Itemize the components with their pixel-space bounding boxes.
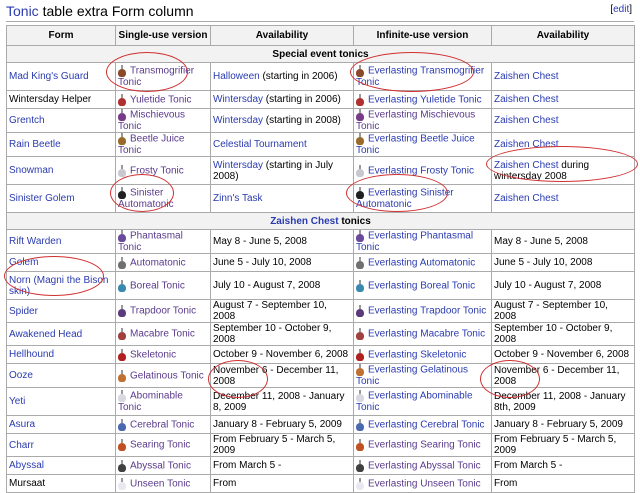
single-use-cell: [116, 91, 211, 109]
table-row: [7, 416, 635, 434]
single-use-cell: [116, 63, 211, 91]
single-use-cell: [116, 109, 211, 133]
availability-link[interactable]: Wintersday: [213, 94, 264, 105]
edit-bracket-open: [: [610, 4, 614, 15]
tonic-bottle-icon: [118, 109, 126, 121]
form-cell: [7, 434, 116, 457]
single-use-cell: [116, 416, 211, 434]
infinite-use-cell: [354, 133, 492, 157]
availability-dates: January 8 - February 5, 2009: [213, 419, 342, 430]
single-use-cell: [116, 133, 211, 157]
form-cell: [7, 157, 116, 185]
tonic-bottle-icon: [356, 305, 364, 317]
form-name[interactable]: Grentch: [9, 115, 45, 126]
form-cell: [7, 230, 116, 254]
availability-2-cell: [492, 185, 635, 213]
form-cell: [7, 323, 116, 346]
zaishen-chest-link[interactable]: Zaishen Chest: [494, 193, 559, 204]
single-use-cell: [116, 388, 211, 416]
section-title: [7, 46, 635, 63]
table-row: [7, 323, 635, 346]
table-row: [7, 300, 635, 323]
infinite-use-cell: [354, 109, 492, 133]
form-name[interactable]: Asura: [9, 419, 36, 430]
infinite-use-tonic-link[interactable]: Everlasting Macabre Tonic: [368, 328, 486, 340]
infinite-use-tonic-link[interactable]: Everlasting Yuletide Tonic: [368, 94, 482, 106]
tonic-title-link[interactable]: Tonic: [6, 3, 39, 19]
single-use-tonic-link[interactable]: Beetle Juice Tonic: [118, 133, 185, 156]
form-name: Mursaat: [9, 478, 46, 489]
table-row: [7, 157, 635, 185]
tonic-bottle-icon: [356, 364, 364, 376]
availability-cell: [211, 133, 354, 157]
availability-cell: [211, 185, 354, 213]
single-use-cell: [116, 230, 211, 254]
form-cell: [7, 300, 116, 323]
table-row: [7, 457, 635, 475]
single-use-tonic-link[interactable]: Automatonic: [130, 257, 186, 269]
form-cell: [7, 416, 116, 434]
single-use-cell: [116, 272, 211, 300]
availability-2-text: November 6 - December 11, 2008: [494, 364, 620, 387]
form-cell: [7, 475, 116, 493]
infinite-use-cell: [354, 272, 492, 300]
single-use-cell: [116, 475, 211, 493]
column-header-row: [7, 26, 635, 46]
infinite-use-cell: [354, 63, 492, 91]
availability-link[interactable]: Halloween: [213, 71, 260, 82]
availability-2-cell: [492, 434, 635, 457]
infinite-use-cell: [354, 323, 492, 346]
availability-2-cell: [492, 254, 635, 272]
single-use-cell: [116, 185, 211, 213]
single-use-tonic-link[interactable]: Boreal Tonic: [130, 280, 185, 292]
availability-2-cell: [492, 91, 635, 109]
availability-dates: From: [213, 478, 237, 489]
availability-2-cell: [492, 457, 635, 475]
infinite-use-tonic-link[interactable]: Everlasting Unseen Tonic: [368, 478, 481, 490]
availability-2-cell: [492, 416, 635, 434]
infinite-use-tonic-link[interactable]: Everlasting Sinister Automatonic: [356, 187, 454, 210]
edit-link-wrapper: [610, 4, 632, 15]
form-cell: [7, 109, 116, 133]
availability-2-text: September 10 - October 9, 2008: [494, 323, 613, 345]
infinite-use-tonic-link[interactable]: Everlasting Skeletonic: [368, 349, 467, 361]
form-cell: [7, 133, 116, 157]
tonic-bottle-icon: [356, 478, 364, 490]
single-use-tonic-link[interactable]: Abominable Tonic: [118, 390, 183, 413]
tonic-bottle-icon: [118, 328, 126, 340]
single-use-tonic-link[interactable]: Sinister Automatonic: [118, 187, 174, 210]
availability-cell: [211, 346, 354, 364]
form-cell: [7, 346, 116, 364]
single-use-tonic-link[interactable]: Skeletonic: [130, 349, 177, 361]
availability-cell: [211, 475, 354, 493]
tonic-bottle-icon: [118, 439, 126, 451]
availability-link[interactable]: Celestial Tournament: [213, 139, 307, 150]
availability-2-cell: [492, 230, 635, 254]
table-row: [7, 364, 635, 388]
form-name[interactable]: Charr: [9, 439, 35, 451]
infinite-use-cell: [354, 185, 492, 213]
availability-cell: [211, 157, 354, 185]
single-use-tonic-link[interactable]: Yuletide Tonic: [130, 94, 192, 106]
tonic-bottle-icon: [118, 419, 126, 431]
table-row: [7, 475, 635, 493]
tonic-bottle-icon: [356, 165, 364, 177]
tonic-bottle-icon: [118, 390, 126, 402]
single-use-cell: [116, 364, 211, 388]
availability-cell: [211, 91, 354, 109]
tonic-bottle-icon: [118, 94, 126, 106]
availability-dates: June 5 - July 10, 2008: [213, 257, 312, 268]
tonic-bottle-icon: [118, 257, 126, 269]
tonic-bottle-icon: [356, 257, 364, 269]
availability-2-text: From March 5 -: [494, 460, 563, 471]
tonic-bottle-icon: [118, 133, 126, 145]
availability-2-cell: [492, 364, 635, 388]
infinite-use-tonic-link[interactable]: Everlasting Trapdoor Tonic: [368, 305, 487, 317]
availability-2-text: From: [494, 478, 518, 489]
availability-dates: August 7 - September 10, 2008: [213, 300, 327, 322]
availability-2-text: during wintersday 2008: [494, 159, 590, 182]
tonic-bottle-icon: [356, 390, 364, 402]
infinite-use-cell: [354, 157, 492, 185]
availability-2-cell: [492, 323, 635, 346]
availability-text: (starting in 2006): [263, 94, 341, 105]
availability-2-cell: [492, 346, 635, 364]
zaishen-chest-link[interactable]: Zaishen Chest: [494, 94, 559, 105]
single-use-cell: [116, 346, 211, 364]
col-availability-2: Availability: [492, 26, 635, 46]
infinite-use-cell: [354, 346, 492, 364]
form-cell: [7, 254, 116, 272]
availability-2-cell: [492, 388, 635, 416]
availability-cell: [211, 388, 354, 416]
tonic-bottle-icon: [356, 65, 364, 77]
availability-text: (starting in 2008): [263, 115, 341, 126]
availability-cell: [211, 272, 354, 300]
single-use-cell: [116, 157, 211, 185]
tonic-bottle-icon: [356, 133, 364, 145]
single-use-tonic-link[interactable]: Trapdoor Tonic: [130, 305, 197, 317]
availability-dates: September 10 - October 9, 2008: [213, 323, 332, 345]
form-name[interactable]: Norn (Magni the Bison skin): [9, 274, 109, 297]
table-row: [7, 133, 635, 157]
availability-link[interactable]: Wintersday: [213, 159, 264, 171]
col-form: Form: [7, 26, 116, 46]
availability-2-cell: [492, 133, 635, 157]
tonic-bottle-icon: [356, 328, 364, 340]
infinite-use-tonic-link[interactable]: Everlasting Automatonic: [368, 257, 476, 269]
infinite-use-tonic-link[interactable]: Everlasting Boreal Tonic: [368, 280, 476, 292]
single-use-tonic-link[interactable]: Cerebral Tonic: [130, 419, 195, 431]
form-name[interactable]: Abyssal: [9, 460, 45, 471]
table-row: [7, 230, 635, 254]
single-use-tonic-link[interactable]: Unseen Tonic: [130, 478, 191, 490]
availability-cell: [211, 457, 354, 475]
infinite-use-tonic-link[interactable]: Everlasting Beetle Juice Tonic: [356, 133, 475, 156]
availability-cell: [211, 434, 354, 457]
col-availability: Availability: [211, 26, 354, 46]
infinite-use-cell: [354, 91, 492, 109]
single-use-tonic-link[interactable]: Gelatinous Tonic: [130, 370, 204, 382]
infinite-use-tonic-link[interactable]: Everlasting Abyssal Tonic: [368, 460, 481, 472]
form-cell: [7, 185, 116, 213]
table-row: [7, 63, 635, 91]
section-title-link[interactable]: Zaishen Chest: [270, 215, 339, 227]
availability-2-text: From February 5 - March 5, 2009: [494, 434, 617, 456]
tonic-bottle-icon: [118, 349, 126, 361]
form-name[interactable]: Golem: [9, 257, 39, 268]
section-header: [6, 2, 634, 22]
tonic-bottle-icon: [356, 460, 364, 472]
form-name[interactable]: Snowman: [9, 165, 54, 176]
table-row: [7, 434, 635, 457]
form-name[interactable]: Mad King's Guard: [9, 71, 89, 82]
tonic-bottle-icon: [356, 439, 364, 451]
header-rule: [6, 21, 634, 22]
table-row: [7, 185, 635, 213]
availability-cell: [211, 254, 354, 272]
zaishen-chest-link[interactable]: Zaishen Chest: [494, 115, 559, 126]
form-cell: [7, 457, 116, 475]
title-text: table extra Form column: [38, 3, 194, 19]
tonic-bottle-icon: [356, 230, 364, 242]
availability-2-text: June 5 - July 10, 2008: [494, 257, 593, 268]
availability-cell: [211, 416, 354, 434]
zaishen-chest-link[interactable]: Zaishen Chest: [494, 71, 559, 82]
form-name[interactable]: Awakened Head: [9, 328, 83, 340]
single-use-tonic-link[interactable]: Searing Tonic: [130, 439, 191, 451]
page-title: [6, 3, 194, 19]
single-use-cell: [116, 434, 211, 457]
tonic-bottle-icon: [118, 280, 126, 292]
table-row: [7, 109, 635, 133]
availability-2-cell: [492, 157, 635, 185]
single-use-cell: [116, 323, 211, 346]
section-title-text: Special event tonics: [272, 48, 369, 60]
form-name[interactable]: Sinister Golem: [9, 193, 75, 204]
infinite-use-cell: [354, 364, 492, 388]
tonic-bottle-icon: [356, 349, 364, 361]
availability-dates: December 11, 2008 - January 8, 2009: [213, 390, 345, 413]
infinite-use-tonic-link[interactable]: Everlasting Frosty Tonic: [368, 165, 474, 177]
availability-2-text: October 9 - November 6, 2008: [494, 349, 630, 360]
form-name[interactable]: Hellhound: [9, 349, 55, 360]
availability-2-cell: [492, 63, 635, 91]
availability-cell: [211, 63, 354, 91]
infinite-use-cell: [354, 300, 492, 323]
tonic-bottle-icon: [356, 419, 364, 431]
infinite-use-cell: [354, 457, 492, 475]
section-title: [7, 213, 635, 230]
form-name[interactable]: Ooze: [9, 370, 33, 381]
table-row: [7, 91, 635, 109]
form-name[interactable]: Yeti: [9, 396, 26, 407]
col-single-use: Single-use version: [116, 26, 211, 46]
availability-2-cell: [492, 475, 635, 493]
tonic-bottle-icon: [356, 280, 364, 292]
availability-dates: From March 5 -: [213, 460, 282, 471]
form-name[interactable]: Rain Beetle: [9, 139, 61, 150]
single-use-tonic-link[interactable]: Frosty Tonic: [130, 165, 184, 177]
availability-cell: [211, 230, 354, 254]
form-cell: [7, 272, 116, 300]
single-use-tonic-link[interactable]: Mischievous Tonic: [118, 109, 186, 132]
availability-dates: November 6 - December 11, 2008: [213, 364, 339, 387]
section-row: [7, 46, 635, 63]
tonic-table: [6, 25, 635, 493]
availability-2-text: July 10 - August 7, 2008: [494, 280, 602, 291]
infinite-use-tonic-link[interactable]: Everlasting Gelatinous Tonic: [356, 364, 469, 387]
availability-2-cell: [492, 272, 635, 300]
availability-dates: From February 5 - March 5, 2009: [213, 434, 336, 456]
single-use-tonic-link[interactable]: Transmogrifier Tonic: [118, 65, 195, 88]
table-row: [7, 346, 635, 364]
infinite-use-tonic-link[interactable]: Everlasting Transmogrifier Tonic: [356, 65, 485, 88]
form-cell: [7, 63, 116, 91]
availability-cell: [211, 300, 354, 323]
tonic-bottle-icon: [356, 109, 364, 121]
col-infinite-use: Infinite-use version: [354, 26, 492, 46]
single-use-cell: [116, 254, 211, 272]
infinite-use-tonic-link[interactable]: Everlasting Abominable Tonic: [356, 390, 473, 413]
infinite-use-cell: [354, 230, 492, 254]
availability-text: (starting in 2006): [259, 71, 338, 82]
edit-bracket-close: ]: [629, 4, 632, 15]
availability-dates: October 9 - November 6, 2008: [213, 349, 349, 360]
infinite-use-tonic-link[interactable]: Everlasting Cerebral Tonic: [368, 419, 485, 431]
availability-2-cell: [492, 300, 635, 323]
availability-link[interactable]: Zinn's Task: [213, 193, 263, 204]
tonic-bottle-icon: [118, 187, 126, 199]
availability-2-text: May 8 - June 5, 2008: [494, 236, 588, 247]
zaishen-chest-link[interactable]: Zaishen Chest: [494, 159, 559, 171]
tonic-bottle-icon: [118, 230, 126, 242]
infinite-use-cell: [354, 254, 492, 272]
tonic-bottle-icon: [118, 65, 126, 77]
form-name[interactable]: Rift Warden: [9, 236, 62, 247]
availability-cell: [211, 323, 354, 346]
tonic-bottle-icon: [118, 305, 126, 317]
edit-link[interactable]: edit: [613, 4, 630, 15]
table-row: [7, 388, 635, 416]
infinite-use-cell: [354, 475, 492, 493]
single-use-tonic-link[interactable]: Phantasmal Tonic: [118, 230, 183, 253]
form-cell: [7, 388, 116, 416]
availability-2-cell: [492, 109, 635, 133]
form-name[interactable]: Spider: [9, 305, 38, 317]
availability-link[interactable]: Wintersday: [213, 115, 264, 126]
tonic-bottle-icon: [356, 94, 364, 106]
single-use-cell: [116, 300, 211, 323]
single-use-tonic-link[interactable]: Abyssal Tonic: [130, 460, 191, 472]
infinite-use-tonic-link[interactable]: Everlasting Phantasmal Tonic: [356, 230, 474, 253]
tonic-bottle-icon: [118, 165, 126, 177]
availability-text: (starting in July 2008): [213, 159, 334, 182]
availability-cell: [211, 364, 354, 388]
section-row: [7, 213, 635, 230]
tonic-bottle-icon: [118, 478, 126, 490]
infinite-use-tonic-link[interactable]: Everlasting Searing Tonic: [368, 439, 481, 451]
availability-dates: July 10 - August 7, 2008: [213, 280, 321, 291]
availability-2-text: January 8 - February 5, 2009: [494, 419, 623, 430]
table-row: [7, 272, 635, 300]
availability-dates: May 8 - June 5, 2008: [213, 236, 307, 247]
form-cell: [7, 91, 116, 109]
infinite-use-cell: [354, 416, 492, 434]
availability-cell: [211, 109, 354, 133]
tonic-bottle-icon: [356, 187, 364, 199]
table-row: [7, 254, 635, 272]
single-use-tonic-link[interactable]: Macabre Tonic: [130, 328, 195, 340]
form-cell: [7, 364, 116, 388]
table-body: [7, 46, 635, 493]
infinite-use-tonic-link[interactable]: Everlasting Mischievous Tonic: [356, 109, 476, 132]
availability-2-text: December 11, 2008 - January 8th, 2009: [494, 390, 626, 413]
infinite-use-cell: [354, 434, 492, 457]
availability-2-text: August 7 - September 10, 2008: [494, 300, 608, 322]
zaishen-chest-link[interactable]: Zaishen Chest: [494, 139, 559, 150]
tonic-bottle-icon: [118, 370, 126, 382]
form-name: Wintersday Helper: [9, 94, 92, 105]
section-title-text: tonics: [338, 215, 371, 227]
infinite-use-cell: [354, 388, 492, 416]
tonic-bottle-icon: [118, 460, 126, 472]
single-use-cell: [116, 457, 211, 475]
